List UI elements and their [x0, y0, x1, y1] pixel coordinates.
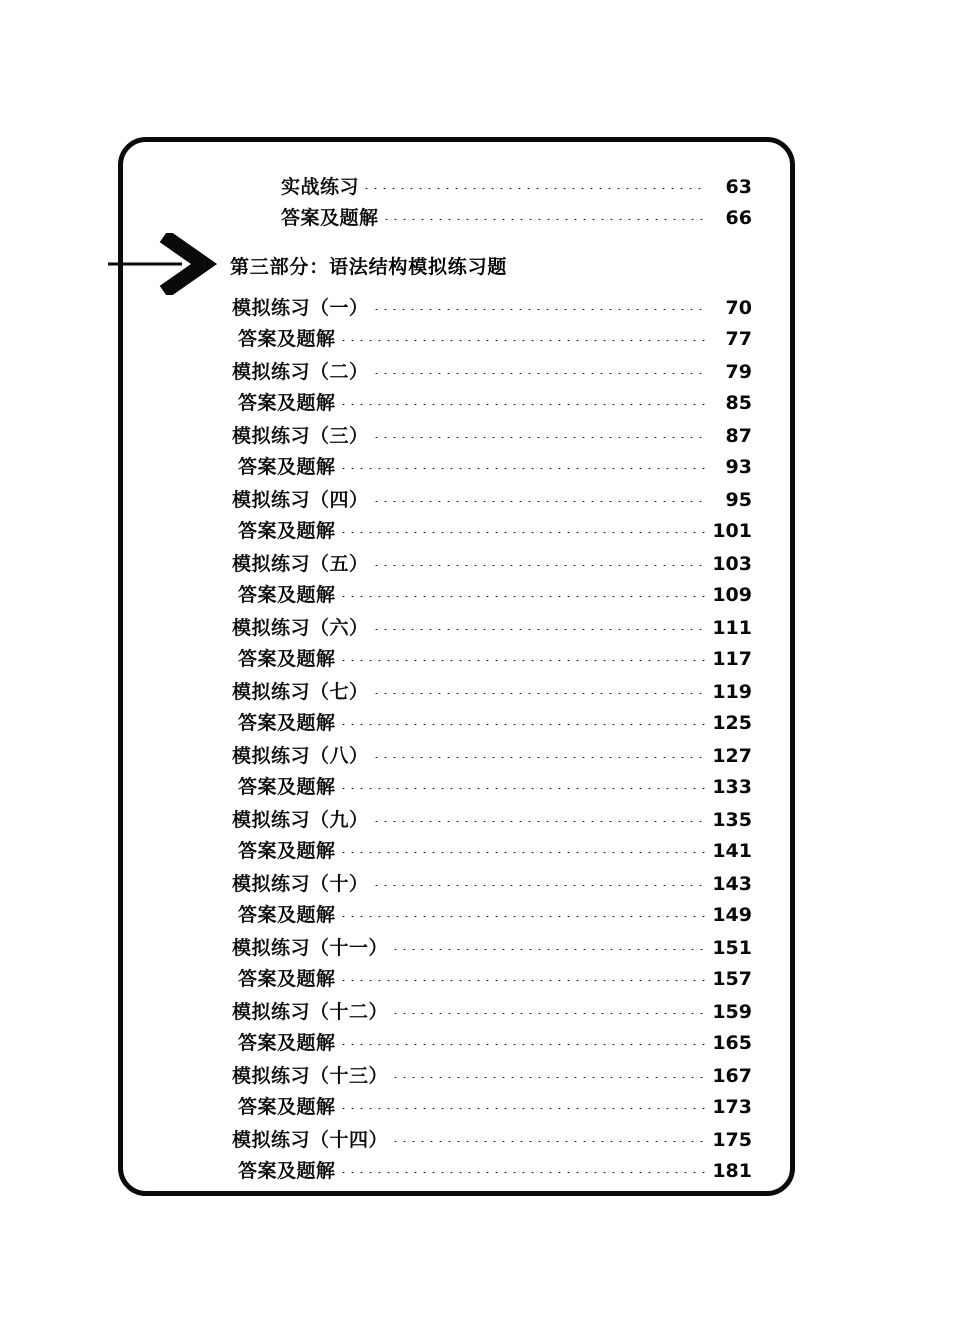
- dot-leader: [375, 757, 705, 758]
- toc-entry-answer-11[interactable]: [238, 964, 752, 991]
- entry-page-number: 141: [712, 840, 752, 862]
- entry-page-number: 95: [725, 489, 752, 511]
- entry-title: 模拟练习（十四）: [232, 1129, 389, 1151]
- entry-page-number: 79: [725, 361, 752, 383]
- dot-leader: [375, 629, 705, 630]
- toc-entry-practice-8[interactable]: [232, 741, 752, 768]
- entry-title: 答案及题解: [281, 207, 379, 229]
- entry-page-number: 66: [725, 207, 752, 229]
- dot-leader: [365, 188, 705, 189]
- toc-entry-practice-13[interactable]: [232, 1061, 752, 1088]
- dot-leader: [394, 949, 705, 950]
- entry-page-number: 181: [712, 1160, 752, 1182]
- entry-page-number: 133: [712, 776, 752, 798]
- dot-leader: [342, 1044, 705, 1045]
- dot-leader: [394, 1141, 705, 1142]
- toc-entry-answer-8[interactable]: [238, 772, 752, 799]
- entry-page-number: 143: [712, 873, 752, 895]
- entry-title: 实战练习: [281, 176, 360, 198]
- dot-leader: [394, 1013, 705, 1014]
- entry-title: 答案及题解: [238, 584, 336, 606]
- toc-entry-answer-12[interactable]: [238, 1028, 752, 1055]
- dot-leader: [342, 724, 705, 725]
- entry-title: 答案及题解: [238, 840, 336, 862]
- part-heading: 第三部分：语法结构模拟练习题: [230, 256, 508, 278]
- entry-page-number: 109: [712, 584, 752, 606]
- dot-leader: [342, 1172, 705, 1173]
- entry-page-number: 165: [712, 1032, 752, 1054]
- toc-entry-practice-4[interactable]: [232, 485, 752, 512]
- toc-entry-answer-10[interactable]: [238, 900, 752, 927]
- dot-leader: [342, 852, 705, 853]
- dot-leader: [394, 1077, 705, 1078]
- dot-leader: [342, 404, 705, 405]
- entry-title: 模拟练习（三）: [232, 425, 369, 447]
- toc-entry-answer-4[interactable]: [238, 516, 752, 543]
- toc-entry-leading-0[interactable]: [281, 172, 752, 199]
- dot-leader: [385, 219, 705, 220]
- entry-page-number: 101: [712, 520, 752, 542]
- entry-page-number: 135: [712, 809, 752, 831]
- toc-entry-practice-5[interactable]: [232, 549, 752, 576]
- entry-page-number: 93: [725, 456, 752, 478]
- entry-title: 答案及题解: [238, 776, 336, 798]
- dot-leader: [375, 693, 705, 694]
- entry-page-number: 111: [712, 617, 752, 639]
- entry-page-number: 157: [712, 968, 752, 990]
- toc-entry-answer-14[interactable]: [238, 1156, 752, 1183]
- dot-leader: [342, 1108, 705, 1109]
- entry-page-number: 63: [725, 176, 752, 198]
- entry-title: 模拟练习（六）: [232, 617, 369, 639]
- dot-leader: [375, 437, 705, 438]
- entry-page-number: 103: [712, 553, 752, 575]
- dot-leader: [342, 788, 705, 789]
- toc-entry-practice-14[interactable]: [232, 1125, 752, 1152]
- entry-title: 模拟练习（二）: [232, 361, 369, 383]
- toc-entry-practice-6[interactable]: [232, 613, 752, 640]
- dot-leader: [342, 468, 705, 469]
- dot-leader: [342, 916, 705, 917]
- toc-entry-answer-2[interactable]: [238, 388, 752, 415]
- entry-page-number: 77: [725, 328, 752, 350]
- entry-title: 答案及题解: [238, 968, 336, 990]
- entry-title: 答案及题解: [238, 1160, 336, 1182]
- entry-title: 答案及题解: [238, 456, 336, 478]
- toc-entry-answer-6[interactable]: [238, 644, 752, 671]
- toc-entry-practice-10[interactable]: [232, 869, 752, 896]
- entry-page-number: 127: [712, 745, 752, 767]
- entry-title: 模拟练习（七）: [232, 681, 369, 703]
- entry-title: 模拟练习（八）: [232, 745, 369, 767]
- toc-entry-answer-1[interactable]: [238, 324, 752, 351]
- entry-title: 模拟练习（十一）: [232, 937, 389, 959]
- entry-title: 答案及题解: [238, 712, 336, 734]
- entry-title: 模拟练习（十二）: [232, 1001, 389, 1023]
- toc-entry-practice-9[interactable]: [232, 805, 752, 832]
- toc-entry-answer-3[interactable]: [238, 452, 752, 479]
- entry-page-number: 151: [712, 937, 752, 959]
- entry-title: 模拟练习（一）: [232, 297, 369, 319]
- entry-page-number: 125: [712, 712, 752, 734]
- dot-leader: [342, 340, 705, 341]
- toc-entry-practice-3[interactable]: [232, 421, 752, 448]
- entry-page-number: 173: [712, 1096, 752, 1118]
- dot-leader: [375, 373, 705, 374]
- entry-title: 答案及题解: [238, 1032, 336, 1054]
- entry-page-number: 117: [712, 648, 752, 670]
- entry-title: 答案及题解: [238, 1096, 336, 1118]
- toc-entry-answer-13[interactable]: [238, 1092, 752, 1119]
- entry-title: 模拟练习（五）: [232, 553, 369, 575]
- toc-entry-answer-5[interactable]: [238, 580, 752, 607]
- toc-entry-practice-7[interactable]: [232, 677, 752, 704]
- entry-title: 模拟练习（十三）: [232, 1065, 389, 1087]
- entry-title: 答案及题解: [238, 392, 336, 414]
- entry-page-number: 167: [712, 1065, 752, 1087]
- entry-title: 答案及题解: [238, 904, 336, 926]
- dot-leader: [375, 885, 705, 886]
- dot-leader: [342, 980, 705, 981]
- entry-page-number: 149: [712, 904, 752, 926]
- dot-leader: [375, 309, 705, 310]
- toc-entry-practice-2[interactable]: [232, 357, 752, 384]
- toc-entry-answer-7[interactable]: [238, 708, 752, 735]
- entry-page-number: 85: [725, 392, 752, 414]
- toc-entry-practice-1[interactable]: [232, 293, 752, 320]
- dot-leader: [375, 501, 705, 502]
- toc-entry-answer-9[interactable]: [238, 836, 752, 863]
- dot-leader: [375, 565, 705, 566]
- dot-leader: [342, 532, 705, 533]
- entry-page-number: 70: [725, 297, 752, 319]
- entry-title: 模拟练习（九）: [232, 809, 369, 831]
- entry-title: 答案及题解: [238, 328, 336, 350]
- entry-title: 模拟练习（四）: [232, 489, 369, 511]
- entry-title: 答案及题解: [238, 520, 336, 542]
- dot-leader: [342, 660, 705, 661]
- entry-title: 答案及题解: [238, 648, 336, 670]
- entry-page-number: 159: [712, 1001, 752, 1023]
- entry-page-number: 119: [712, 681, 752, 703]
- entry-page-number: 175: [712, 1129, 752, 1151]
- toc-entry-practice-11[interactable]: [232, 933, 752, 960]
- dot-leader: [375, 821, 705, 822]
- toc-entry-practice-12[interactable]: [232, 997, 752, 1024]
- toc-entry-leading-1[interactable]: [281, 203, 752, 230]
- dot-leader: [342, 596, 705, 597]
- entry-title: 模拟练习（十）: [232, 873, 369, 895]
- entry-page-number: 87: [725, 425, 752, 447]
